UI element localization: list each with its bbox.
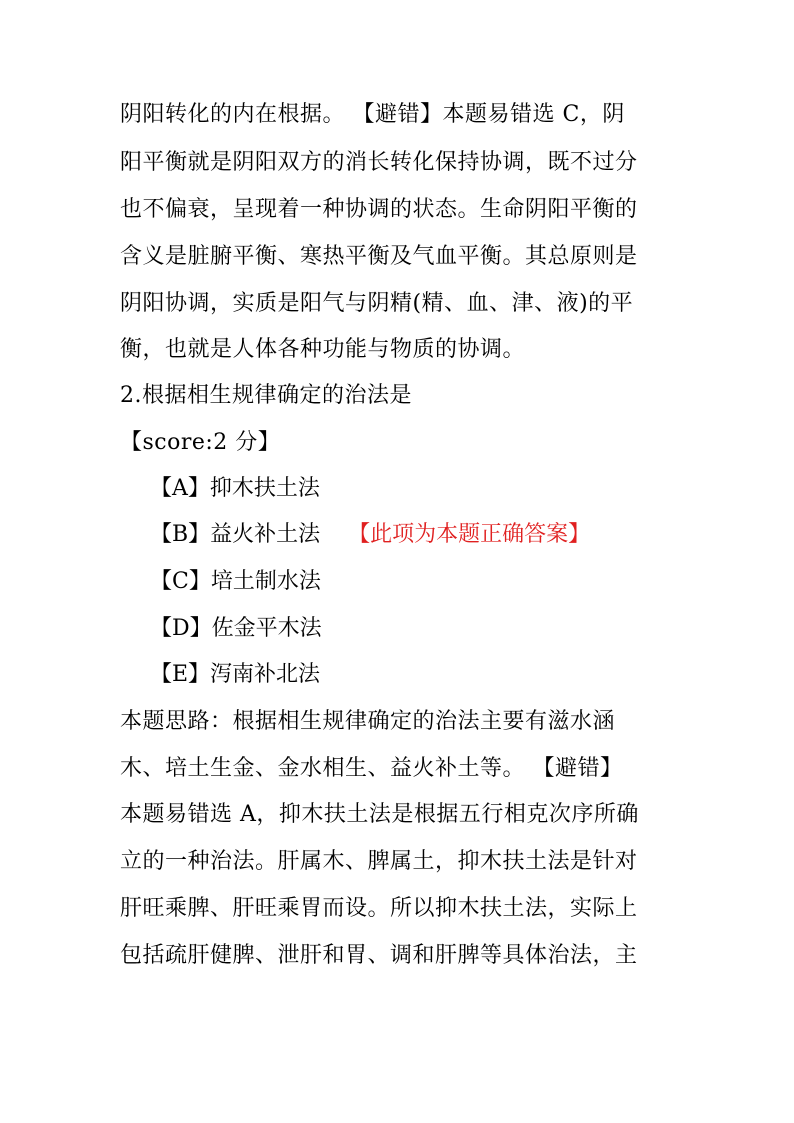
explanation-prev-line: 阴阳转化的内在根据。 【避错】本题易错选 C，阴 <box>120 102 625 127</box>
option-e <box>150 660 320 690</box>
explanation-prev-line: 阴阳协调，实质是阳气与阴精(精、血、津、液)的平 <box>120 291 634 316</box>
option-d <box>150 614 322 644</box>
correct-answer-note: 【此项为本题正确答案】 <box>348 522 591 547</box>
explanation-prev-line: 衡，也就是人体各种功能与物质的协调。 <box>120 337 526 362</box>
option-label: 【B】益火补土法 <box>150 522 321 547</box>
explanation-line: 肝旺乘脾、肝旺乘胃而设。所以抑木扶土法，实际上 <box>120 896 638 921</box>
explanation-prev-line: 阳平衡就是阴阳双方的消长转化保持协调，既不过分 <box>120 150 638 175</box>
explanation-line: 立的一种治法。肝属木、脾属土，抑木扶土法是针对 <box>120 849 638 874</box>
explanation-line: 本题易错选 A，抑木扶土法是根据五行相克次序所确 <box>120 802 639 827</box>
question-text: 2.根据相生规律确定的治法是 <box>120 383 412 408</box>
option-a <box>150 474 320 504</box>
explanation-line: 木、培土生金、金水相生、益火补土等。 【避错】 <box>120 756 623 781</box>
explanation-prev-line: 含义是脏腑平衡、寒热平衡及气血平衡。其总原则是 <box>120 244 638 269</box>
option-b <box>150 520 590 550</box>
explanation-line: 本题思路：根据相生规律确定的治法主要有滋水涵 <box>120 709 616 734</box>
option-label: 【E】泻南补北法 <box>150 662 321 687</box>
option-c <box>150 567 321 597</box>
explanation-line: 包括疏肝健脾、泄肝和胃、调和肝脾等具体治法，主 <box>120 943 638 968</box>
explanation-prev-line: 也不偏衰，呈现着一种协调的状态。生命阴阳平衡的 <box>120 197 638 222</box>
question-score: 【score:2 分】 <box>120 430 281 455</box>
option-label: 【C】培土制水法 <box>150 569 321 594</box>
option-label: 【D】佐金平木法 <box>150 616 322 641</box>
option-label: 【A】抑木扶土法 <box>150 476 320 501</box>
